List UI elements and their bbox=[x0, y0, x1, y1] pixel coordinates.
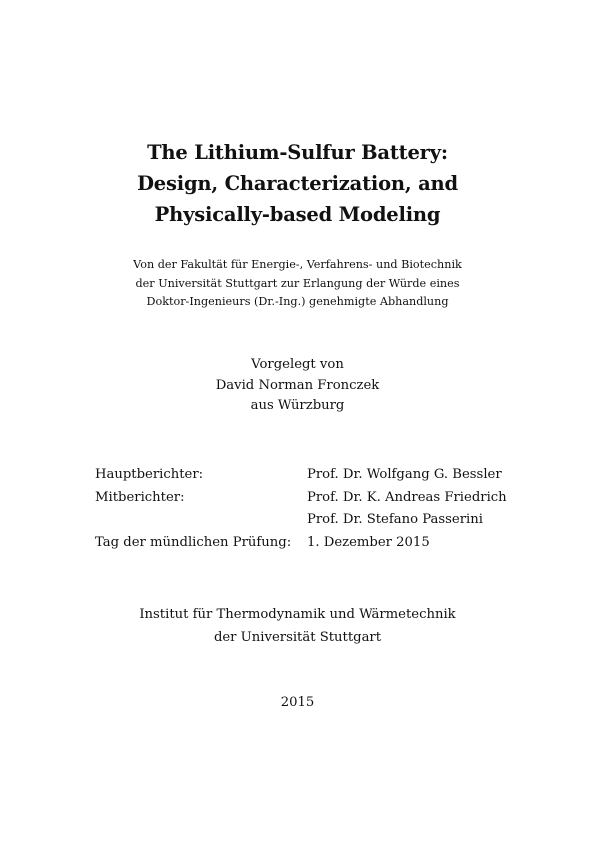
institute-block bbox=[0, 604, 595, 649]
committee-label: Tag der mündlichen Prüfung: bbox=[95, 534, 292, 550]
author-name: David Norman Fronczek bbox=[215, 377, 380, 393]
committee-row-exam-date bbox=[95, 532, 515, 555]
committee-value: Prof. Dr. Wolfgang G. Bessler bbox=[307, 467, 502, 482]
university-name: der Universität Stuttgart bbox=[213, 629, 382, 645]
faculty-statement-line-2: der Universität Stuttgart zur Erlangung der Würde eines bbox=[135, 276, 460, 290]
committee-row-co-examiner-2 bbox=[95, 509, 515, 532]
committee-value: Prof. Dr. Stefano Passerini bbox=[307, 512, 483, 527]
thesis-title-line-1: The Lithium-Sulfur Battery: bbox=[147, 141, 448, 164]
committee-table bbox=[95, 464, 515, 554]
committee-value: Prof. Dr. K. Andreas Friedrich bbox=[307, 489, 507, 505]
faculty-statement bbox=[0, 256, 595, 312]
committee-label: Mitberichter: bbox=[95, 489, 185, 505]
author-origin: aus Würzburg bbox=[250, 398, 345, 413]
committee-label: Hauptberichter: bbox=[95, 467, 204, 482]
thesis-title-line-2: Design, Characterization, and bbox=[137, 172, 458, 195]
committee-row-co-examiner-1 bbox=[95, 487, 515, 510]
faculty-statement-line-3: Doktor-Ingenieurs (Dr.-Ing.) genehmigte Abhandlung bbox=[146, 295, 449, 308]
faculty-statement-line-1: Von der Fakultät für Energie-, Verfahrens- und Biotechnik bbox=[133, 258, 462, 271]
committee-row-main-examiner bbox=[95, 464, 515, 487]
publication-year: 2015 bbox=[280, 695, 315, 710]
thesis-title-line-3: Physically-based Modeling bbox=[154, 203, 441, 226]
committee-value: 1. Dezember 2015 bbox=[307, 534, 430, 550]
thesis-title bbox=[0, 137, 595, 230]
institute-name: Institut für Thermodynamik und Wärmetechnik bbox=[139, 607, 456, 622]
committee-label bbox=[95, 509, 307, 532]
presented-by-label: Vorgelegt von bbox=[251, 357, 344, 372]
author-block bbox=[0, 355, 595, 417]
